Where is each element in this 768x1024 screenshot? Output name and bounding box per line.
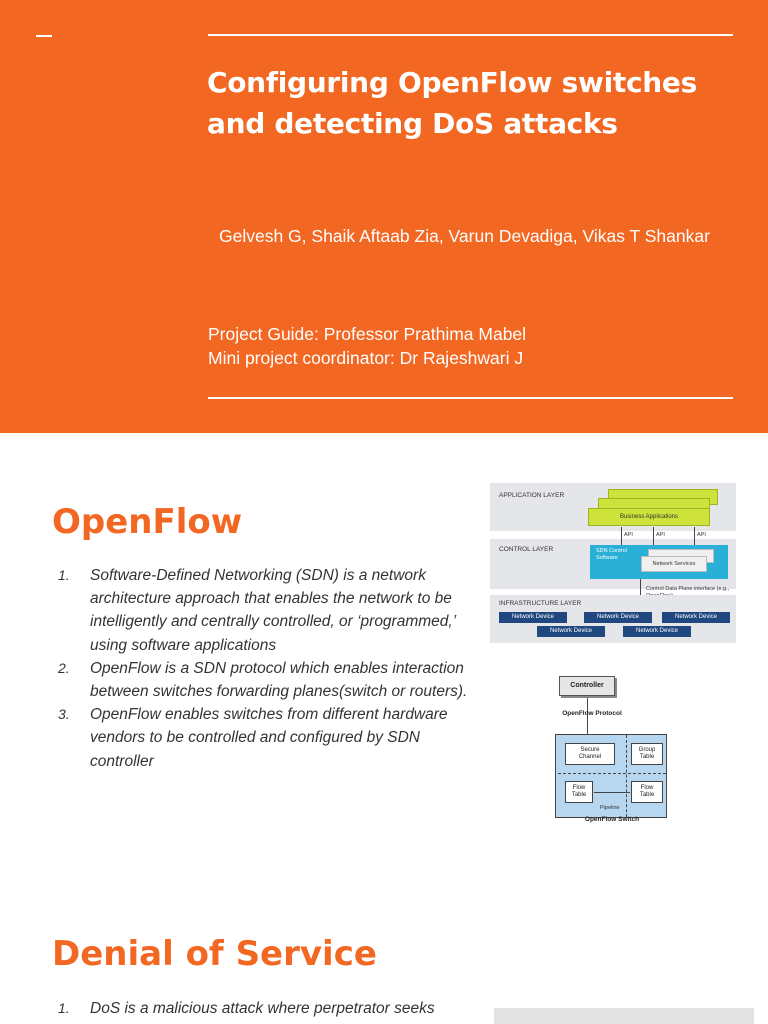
business-app-box bbox=[588, 508, 710, 526]
group-table-box: Group Table bbox=[631, 743, 663, 765]
secure-channel-box: Secure Channel bbox=[565, 743, 615, 765]
pipeline-label: Pipeline bbox=[600, 805, 620, 811]
network-device: Network Device bbox=[584, 612, 652, 623]
openflow-list bbox=[58, 564, 478, 773]
switch-box bbox=[555, 734, 667, 818]
network-services-label: Network Services bbox=[652, 561, 696, 567]
network-services-box bbox=[641, 556, 707, 572]
network-device: Network Device bbox=[662, 612, 730, 623]
project-coordinator: Mini project coordinator: Dr Rajeshwari J bbox=[208, 348, 524, 368]
switch-divider bbox=[626, 735, 627, 817]
controller-box: Controller bbox=[559, 676, 615, 696]
guide-block bbox=[208, 322, 526, 370]
pipeline-arrow bbox=[594, 792, 630, 793]
business-apps-label: Business Applications bbox=[619, 514, 679, 520]
flow-table-box: Flow Table bbox=[631, 781, 663, 803]
list-item: 1. DoS is a malicious attack where perpetrator seeks bbox=[58, 1000, 435, 1017]
network-device: Network Device bbox=[623, 626, 691, 637]
api-arrow bbox=[621, 527, 622, 545]
application-layer-label: APPLICATION LAYER bbox=[499, 492, 565, 499]
api-arrow bbox=[694, 527, 695, 545]
control-data-plane-label: Control Data Plane interface (e.g., bbox=[646, 586, 730, 592]
list-item: 2. OpenFlow is a SDN protocol which enables interaction between switches forwarding planes(switch or routers). bbox=[58, 659, 468, 701]
api-arrow bbox=[653, 527, 654, 545]
list-item: 1. Software-Defined Networking (SDN) is a network architecture approach that enables the network to be intelligently and centrally controlled, or ‘programmed,’ using software applications bbox=[58, 567, 456, 654]
openflow-switch-diagram bbox=[553, 672, 677, 827]
bottom-rule bbox=[208, 397, 733, 399]
openflow-heading: OpenFlow bbox=[52, 502, 243, 542]
api-label: API bbox=[624, 532, 633, 538]
authors: Gelvesh G, Shaik Aftaab Zia, Varun Devadiga, Vikas T Shankar bbox=[219, 226, 710, 246]
slide-number-mark bbox=[36, 35, 52, 37]
title-slide bbox=[0, 0, 768, 433]
api-label: API bbox=[656, 532, 665, 538]
sdn-control-software-label: SDN Control Software bbox=[596, 548, 627, 561]
infrastructure-layer-label: INFRASTRUCTURE LAYER bbox=[499, 600, 582, 607]
presentation-title: Configuring OpenFlow switches and detecting DoS attacks bbox=[207, 66, 697, 140]
openflow-switch-caption: OpenFlow Switch bbox=[584, 816, 640, 823]
project-guide: Project Guide: Professor Prathima Mabel bbox=[208, 324, 527, 344]
network-device: Network Device bbox=[499, 612, 567, 623]
control-layer-label: CONTROL LAYER bbox=[499, 546, 554, 553]
sdn-architecture-diagram bbox=[490, 483, 736, 643]
pipeline-divider bbox=[558, 773, 666, 774]
top-rule bbox=[208, 34, 733, 36]
flow-table-box: Flow Table bbox=[565, 781, 593, 803]
dos-list bbox=[58, 997, 478, 1020]
dos-image-placeholder bbox=[494, 1008, 754, 1024]
dos-heading: Denial of Service bbox=[52, 934, 377, 974]
api-label: API bbox=[697, 532, 706, 538]
network-device: Network Device bbox=[537, 626, 605, 637]
list-item: 3. OpenFlow enables switches from different hardware vendors to be controlled and configured by SDN controller bbox=[58, 706, 448, 770]
openflow-protocol-label: OpenFlow Protocol bbox=[562, 710, 622, 717]
